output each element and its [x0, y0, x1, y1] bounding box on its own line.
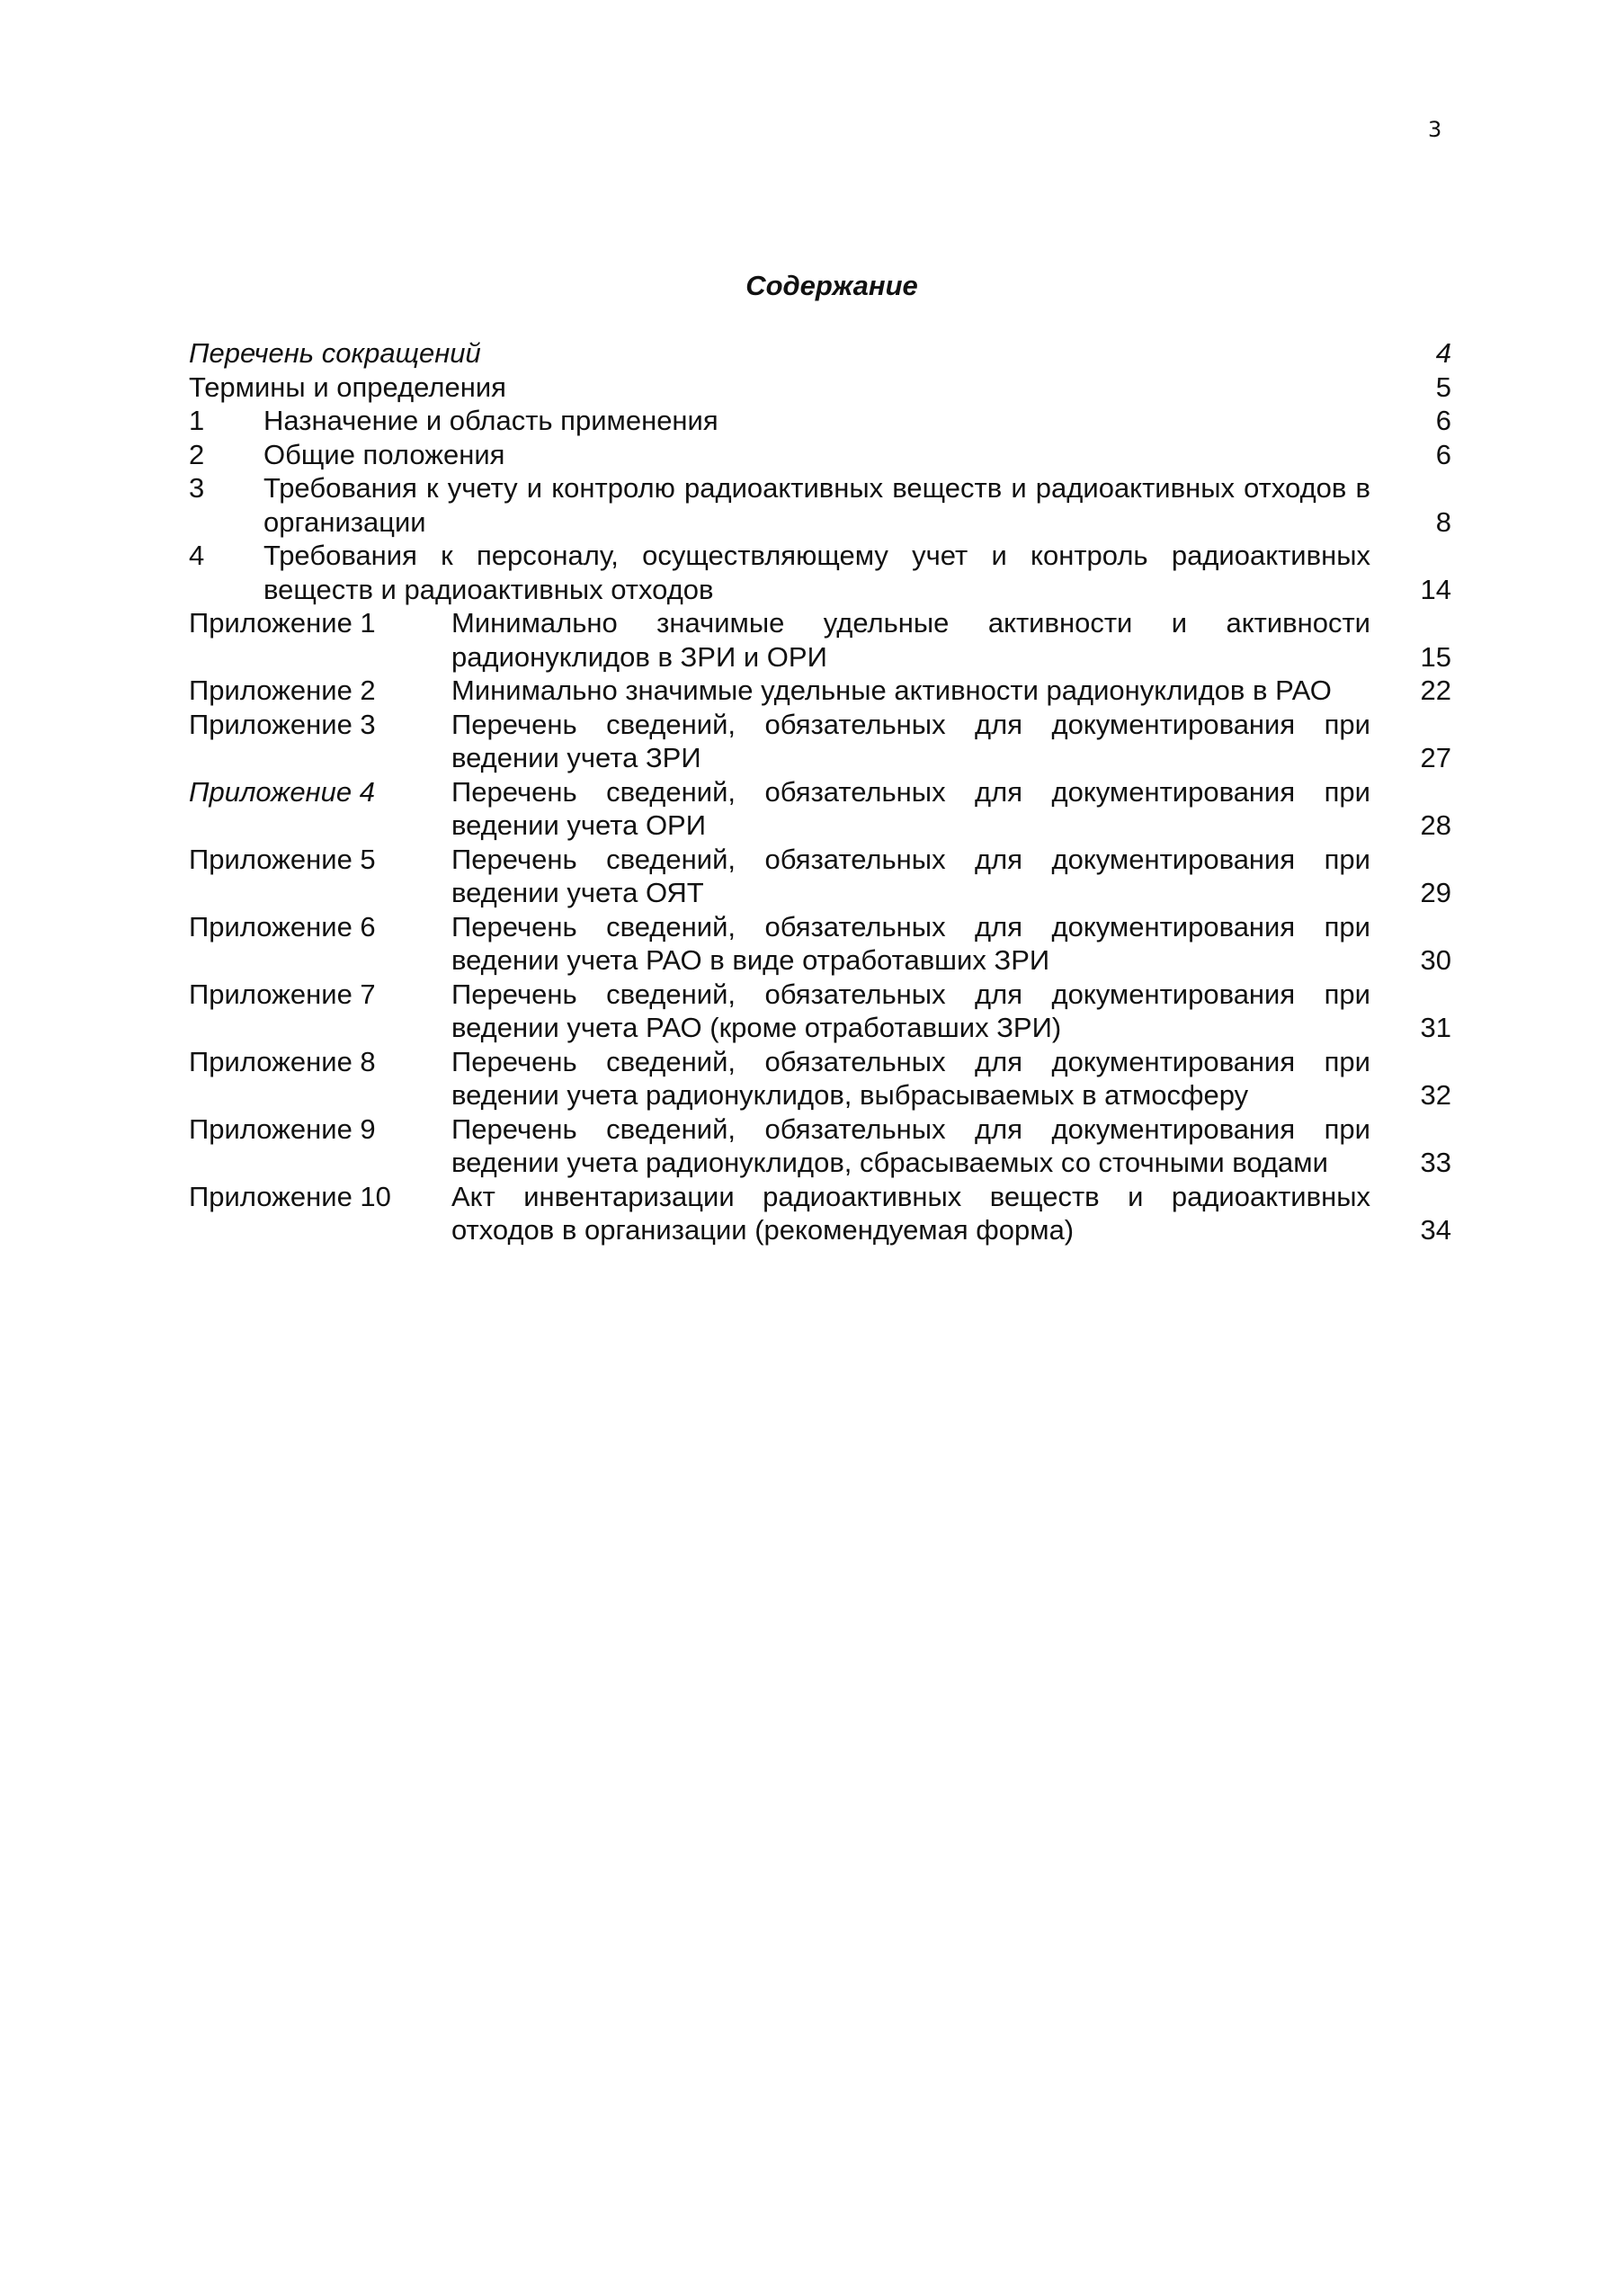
- toc-entry-number: Приложение 4: [189, 775, 375, 808]
- toc-entry-page: 14: [1420, 573, 1451, 605]
- toc-entry-page: 27: [1420, 742, 1451, 773]
- toc-entry-text: Перечень сведений, обязательных для документирования при ведении учета ОРИ: [451, 775, 1370, 841]
- toc-entry-appendix-7[interactable]: [189, 978, 1451, 1045]
- toc-entry-number: Приложение 10: [189, 1180, 391, 1212]
- toc-entry-appendix-2[interactable]: [189, 674, 1451, 708]
- toc-entry-page: 6: [1435, 438, 1451, 470]
- toc-entry-text: Минимально значимые удельные активности радионуклидов в РАО: [451, 675, 1332, 706]
- toc-entry-text: Перечень сведений, обязательных для документирования при ведении учета радионуклидов, выбрасываемых в атмосферу: [451, 1045, 1370, 1111]
- toc-entry-appendix-9[interactable]: [189, 1112, 1451, 1180]
- toc-entry-page: 29: [1420, 877, 1451, 908]
- toc-entry-text: Акт инвентаризации радиоактивных веществ и радиоактивных отходов в организации (рекомендуемая форма): [451, 1180, 1370, 1246]
- toc-entry-number: 3: [189, 472, 205, 504]
- toc-entry-text: Перечень сведений, обязательных для документирования при ведении учета ЗРИ: [451, 708, 1370, 773]
- toc-entry-appendix-10[interactable]: [189, 1180, 1451, 1247]
- toc-entry-section-1[interactable]: [189, 404, 1451, 438]
- table-of-contents: [189, 336, 1451, 1247]
- toc-entry-appendix-3[interactable]: [189, 708, 1451, 775]
- toc-entry-page: 28: [1420, 809, 1451, 841]
- toc-entry-text: Общие положения: [263, 438, 505, 470]
- toc-entry-number: Приложение 9: [189, 1112, 376, 1145]
- toc-entry-page: 31: [1420, 1012, 1451, 1043]
- toc-entry-appendix-1[interactable]: [189, 606, 1451, 674]
- toc-entry-text: Перечень сведений, обязательных для документирования при ведении учета радионуклидов, сбрасываемых со сточными водами: [451, 1112, 1370, 1178]
- toc-entry-number: Приложение 3: [189, 708, 376, 740]
- toc-entry-number: Приложение 6: [189, 910, 376, 943]
- toc-entry-text: Перечень сведений, обязательных для документирования при ведении учета РАО в виде отработавших ЗРИ: [451, 910, 1370, 976]
- toc-title: Содержание: [745, 270, 918, 301]
- toc-entry-number: Приложение 8: [189, 1045, 376, 1077]
- toc-entry-number: Приложение 1: [189, 607, 376, 639]
- toc-entry-page: 30: [1420, 944, 1451, 976]
- toc-entry-page: 33: [1420, 1147, 1451, 1178]
- toc-entry-text: Назначение и область применения: [263, 405, 718, 436]
- toc-entry-page: 15: [1420, 640, 1451, 673]
- toc-entry-number: Приложение 5: [189, 843, 376, 875]
- toc-entry-section-4[interactable]: [189, 539, 1451, 606]
- toc-entry-page: 6: [1435, 405, 1451, 436]
- toc-entry-text: Требования к учету и контролю радиоактивных веществ и радиоактивных отходов в организации: [263, 472, 1370, 538]
- toc-entry-page: 32: [1420, 1079, 1451, 1111]
- toc-entry-text: Термины и определения: [189, 371, 506, 403]
- toc-entry-page: 8: [1435, 505, 1451, 538]
- toc-entry-page: 22: [1420, 675, 1451, 706]
- toc-entry-number: Приложение 7: [189, 978, 376, 1010]
- toc-entry-terms[interactable]: [189, 371, 1451, 405]
- toc-entry-appendix-5[interactable]: [189, 843, 1451, 910]
- toc-entry-text: Перечень сведений, обязательных для документирования при ведении учета РАО (кроме отработавших ЗРИ): [451, 978, 1370, 1043]
- toc-entry-number: 4: [189, 540, 205, 571]
- toc-entry-text: Минимально значимые удельные активности и активности радионуклидов в ЗРИ и ОРИ: [451, 607, 1370, 673]
- toc-entry-number: Приложение 2: [189, 675, 376, 706]
- toc-entry-number: 2: [189, 438, 205, 470]
- toc-entry-page: 34: [1420, 1214, 1451, 1246]
- toc-entry-page: 4: [1435, 337, 1451, 369]
- toc-entry-abbreviations[interactable]: [189, 336, 1451, 371]
- toc-entry-appendix-4[interactable]: [189, 775, 1451, 843]
- toc-entry-page: 5: [1435, 371, 1451, 403]
- toc-entry-text: Перечень сведений, обязательных для документирования при ведении учета ОЯТ: [451, 843, 1370, 908]
- toc-entry-text: Требования к персоналу, осуществляющему учет и контроль радиоактивных веществ и радиоактивных отходов: [263, 540, 1370, 605]
- toc-entry-section-2[interactable]: [189, 438, 1451, 472]
- toc-entry-section-3[interactable]: [189, 471, 1451, 539]
- page-number: 3: [1428, 117, 1442, 142]
- toc-entry-appendix-6[interactable]: [189, 910, 1451, 978]
- toc-entry-appendix-8[interactable]: [189, 1045, 1451, 1112]
- toc-entry-text: Перечень сокращений: [189, 337, 481, 369]
- toc-entry-number: 1: [189, 405, 205, 436]
